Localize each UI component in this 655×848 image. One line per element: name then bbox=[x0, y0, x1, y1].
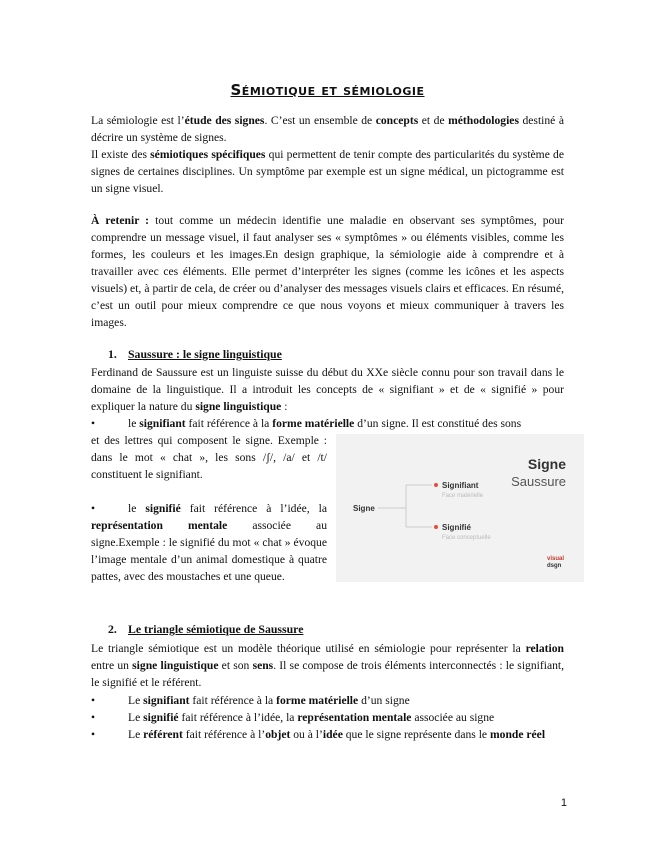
signifie-dot-icon bbox=[434, 525, 438, 529]
triangle-bullet-referent: • Le référent fait référence à l’objet ou à l’idée que le signe représente dans le monde réel bbox=[91, 728, 546, 741]
diagram-title: Signe bbox=[527, 456, 566, 472]
signifiant-bullet-continued: et des lettres qui composent le signe. Exemple : dans le mot « chat », les sons /ʃ/, /a/ et /t/ constituent le signifiant. bbox=[91, 434, 327, 481]
bullet-icon: • bbox=[91, 694, 96, 707]
signifiant-dot-icon bbox=[434, 483, 438, 487]
diagram-root-label: Signe bbox=[353, 504, 375, 513]
intro-paragraph-2: Il existe des sémiotiques spécifiques qui permettent de tenir compte des particularités du système de signes de certaines disciplines. Un symptôme par exemple est un signe médical, un pictogramme est un signe visuel. bbox=[91, 148, 564, 195]
section-1-heading: 1. Saussure : le signe linguistique bbox=[108, 347, 282, 361]
bullet-icon: • bbox=[91, 728, 96, 741]
diagram-signifiant-sublabel: Face matérielle bbox=[442, 493, 484, 499]
diagram-signifie-sublabel: Face conceptuelle bbox=[442, 535, 491, 541]
signifie-bullet: • le signifié fait référence à l’idée, la représentation mentale associée au signe.Exemple : le signifié du mot « chat » évoque l’image mentale d’un animal domestique à quatre pattes, avec des moustaches et une queue. bbox=[91, 502, 327, 583]
section-2-heading: 2. Le triangle sémiotique de Saussure bbox=[108, 622, 304, 636]
diagram-subtitle: Saussure bbox=[511, 474, 566, 489]
section-2-paragraph: Le triangle sémiotique est un modèle théorique utilisé en sémiologie pour représenter la relation entre un signe linguistique et son sens. Il se compose de trois éléments interconnectés : le signifiant, le signifié et le référent. bbox=[91, 642, 565, 689]
bullet-icon: • bbox=[91, 502, 96, 515]
saussure-sign-diagram bbox=[336, 434, 584, 582]
section-1-paragraph: Ferdinand de Saussure est un linguiste suisse du début du XXe siècle connu pour son travail dans le domaine de la linguistique. Il a introduit les concepts de « signifiant » et de « signifié » pour expliquer la nature du signe linguistique : bbox=[91, 366, 564, 413]
visual-dsgn-logo: visual dsgn bbox=[546, 556, 564, 569]
page-number: 1 bbox=[560, 797, 567, 809]
page-title: Sémiotique et sémiologie bbox=[230, 81, 425, 99]
bullet-icon: • bbox=[91, 711, 96, 724]
triangle-bullet-signifie: • Le signifié fait référence à l’idée, la représentation mentale associée au signe bbox=[91, 711, 495, 724]
retenir-paragraph: À retenir : tout comme un médecin identifie une maladie en observant ses symptômes, pour comprendre un message visuel, il faut analyser ses « symptômes » ou éléments visibles, comme les formes, les couleurs et les images.En design graphique, la sémiologie aide à comprendre et à travailler avec ces éléments. Elle permet d’interpréter les signes (comme les icônes et les aspects visuels) et, à partir de cela, de créer ou d’analyser des messages visuels clairs et efficaces. En résumé, c’est un outil pour mieux comprendre ce que nous voyons et mieux communiquer à travers les images. bbox=[91, 214, 564, 329]
diagram-signifiant-label: Signifiant bbox=[442, 481, 479, 490]
bullet-icon: • bbox=[91, 417, 96, 430]
intro-paragraph-1: La sémiologie est l’étude des signes. C’est un ensemble de concepts et de méthodologies destiné à décrire un système de signes. bbox=[91, 114, 564, 144]
retenir-label: À retenir : bbox=[91, 214, 150, 227]
signifiant-bullet: • le signifiant fait référence à la forme matérielle d’un signe. Il est constitué des sons bbox=[91, 417, 522, 430]
triangle-bullet-signifiant: • Le signifiant fait référence à la forme matérielle d’un signe bbox=[91, 694, 410, 707]
diagram-signifie-label: Signifié bbox=[442, 523, 471, 532]
